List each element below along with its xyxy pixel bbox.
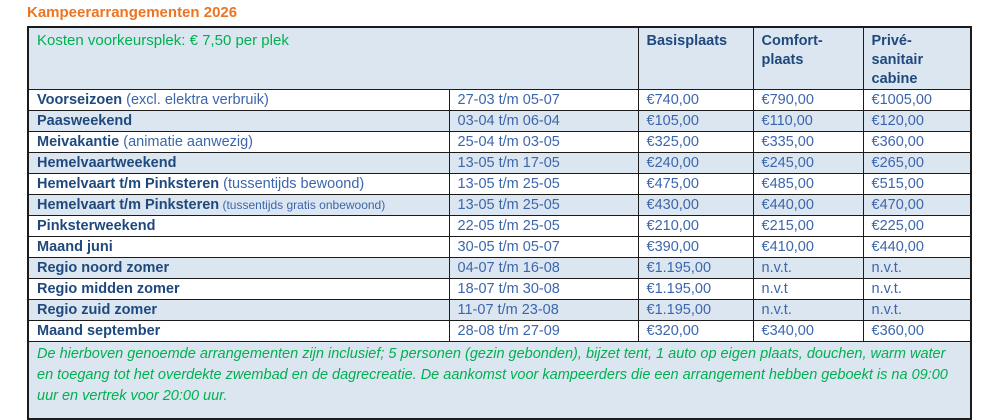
table-row bbox=[28, 321, 971, 342]
arrangement-name: Hemelvaart t/m Pinksteren bbox=[37, 176, 220, 192]
arrangement-note: (tussentijds gratis onbewoond) bbox=[219, 198, 386, 212]
preferred-spot-cost-note: Kosten voorkeursplek: € 7,50 per plek bbox=[28, 27, 638, 90]
period-cell: 13-05 t/m 17-05 bbox=[449, 153, 638, 174]
comfortplaats-price-cell: €440,00 bbox=[753, 195, 863, 216]
prive-sanitair-price-cell: n.v.t. bbox=[863, 258, 971, 279]
prive-sanitair-price-cell: €360,00 bbox=[863, 132, 971, 153]
prive-sanitair-price-cell: n.v.t. bbox=[863, 279, 971, 300]
table-header-row bbox=[28, 27, 971, 90]
period-cell: 04-07 t/m 16-08 bbox=[449, 258, 638, 279]
arrangement-name: Hemelvaart t/m Pinksteren bbox=[37, 197, 220, 213]
prive-sanitair-price-cell: €440,00 bbox=[863, 237, 971, 258]
arrangement-cell bbox=[28, 90, 449, 111]
arrangement-name: Pinksterweekend bbox=[37, 218, 156, 234]
period-cell: 03-04 t/m 06-04 bbox=[449, 111, 638, 132]
period-cell: 13-05 t/m 25-05 bbox=[449, 174, 638, 195]
arrangement-name: Voorseizoen bbox=[37, 92, 123, 108]
price-table bbox=[27, 26, 972, 420]
comfortplaats-price-cell: n.v.t bbox=[753, 279, 863, 300]
arrangement-cell bbox=[28, 237, 449, 258]
basisplaats-price-cell: €1.195,00 bbox=[638, 279, 753, 300]
table-row bbox=[28, 132, 971, 153]
table-row bbox=[28, 111, 971, 132]
arrangement-name: Hemelvaartweekend bbox=[37, 155, 177, 171]
table-row bbox=[28, 174, 971, 195]
column-header-prive-sanitair: Privé-sanitair cabine bbox=[863, 27, 971, 90]
arrangement-note: (excl. elektra verbruik) bbox=[122, 92, 269, 108]
basisplaats-price-cell: €1.195,00 bbox=[638, 300, 753, 321]
arrangement-note: (tussentijds bewoond) bbox=[219, 176, 365, 192]
arrangement-cell bbox=[28, 174, 449, 195]
comfortplaats-price-cell: n.v.t. bbox=[753, 300, 863, 321]
comfortplaats-price-cell: €410,00 bbox=[753, 237, 863, 258]
page-title: Kampeerarrangementen 2026 bbox=[27, 4, 238, 21]
table-row bbox=[28, 300, 971, 321]
basisplaats-price-cell: €105,00 bbox=[638, 111, 753, 132]
arrangement-cell bbox=[28, 195, 449, 216]
comfortplaats-price-cell: €110,00 bbox=[753, 111, 863, 132]
arrangement-cell bbox=[28, 321, 449, 342]
table-body bbox=[28, 27, 971, 342]
period-cell: 18-07 t/m 30-08 bbox=[449, 279, 638, 300]
comfortplaats-price-cell: €485,00 bbox=[753, 174, 863, 195]
arrangement-name: Regio noord zomer bbox=[37, 260, 170, 276]
arrangement-cell bbox=[28, 153, 449, 174]
basisplaats-price-cell: €320,00 bbox=[638, 321, 753, 342]
table-row bbox=[28, 195, 971, 216]
period-cell: 13-05 t/m 25-05 bbox=[449, 195, 638, 216]
arrangement-name: Paasweekend bbox=[37, 113, 133, 129]
arrangement-name: Maand juni bbox=[37, 239, 113, 255]
period-cell: 25-04 t/m 03-05 bbox=[449, 132, 638, 153]
arrangement-cell bbox=[28, 258, 449, 279]
period-cell: 30-05 t/m 05-07 bbox=[449, 237, 638, 258]
period-cell: 22-05 t/m 25-05 bbox=[449, 216, 638, 237]
prive-sanitair-price-cell: €265,00 bbox=[863, 153, 971, 174]
arrangement-name: Meivakantie bbox=[37, 134, 120, 150]
basisplaats-price-cell: €210,00 bbox=[638, 216, 753, 237]
period-cell: 28-08 t/m 27-09 bbox=[449, 321, 638, 342]
arrangement-cell bbox=[28, 279, 449, 300]
basisplaats-price-cell: €475,00 bbox=[638, 174, 753, 195]
column-header-comfortplaats: Comfort-plaats bbox=[753, 27, 863, 90]
basisplaats-price-cell: €740,00 bbox=[638, 90, 753, 111]
comfortplaats-price-cell: €790,00 bbox=[753, 90, 863, 111]
comfortplaats-price-cell: €245,00 bbox=[753, 153, 863, 174]
prive-sanitair-price-cell: €515,00 bbox=[863, 174, 971, 195]
basisplaats-price-cell: €325,00 bbox=[638, 132, 753, 153]
prive-sanitair-price-cell: €120,00 bbox=[863, 111, 971, 132]
basisplaats-price-cell: €390,00 bbox=[638, 237, 753, 258]
arrangement-name: Regio midden zomer bbox=[37, 281, 180, 297]
arrangement-cell bbox=[28, 216, 449, 237]
inclusive-conditions-note: De hierboven genoemde arrangementen zijn inclusief; 5 personen (gezin gebonden), bijzet tent, 1 auto op eigen plaats, douchen, warm water en toegang tot het overdekte zwembad en de dagrecreatie. De aankomst voor kampeerders die een arrangement hebben geboekt is na 09:00 uur en vertrek voor 20:00 uur. bbox=[28, 342, 971, 420]
basisplaats-price-cell: €430,00 bbox=[638, 195, 753, 216]
table-row bbox=[28, 216, 971, 237]
prive-sanitair-price-cell: €470,00 bbox=[863, 195, 971, 216]
arrangement-cell bbox=[28, 132, 449, 153]
prive-sanitair-price-cell: €225,00 bbox=[863, 216, 971, 237]
basisplaats-price-cell: €240,00 bbox=[638, 153, 753, 174]
column-header-basisplaats: Basisplaats bbox=[638, 27, 753, 90]
prive-sanitair-price-cell: €360,00 bbox=[863, 321, 971, 342]
arrangement-cell bbox=[28, 300, 449, 321]
table-row bbox=[28, 258, 971, 279]
table-row bbox=[28, 153, 971, 174]
comfortplaats-price-cell: €215,00 bbox=[753, 216, 863, 237]
table-row bbox=[28, 237, 971, 258]
table-row bbox=[28, 90, 971, 111]
comfortplaats-price-cell: n.v.t. bbox=[753, 258, 863, 279]
period-cell: 27-03 t/m 05-07 bbox=[449, 90, 638, 111]
arrangement-cell bbox=[28, 111, 449, 132]
comfortplaats-price-cell: €340,00 bbox=[753, 321, 863, 342]
table-footer-row bbox=[28, 342, 971, 420]
arrangement-name: Maand september bbox=[37, 323, 161, 339]
comfortplaats-price-cell: €335,00 bbox=[753, 132, 863, 153]
basisplaats-price-cell: €1.195,00 bbox=[638, 258, 753, 279]
arrangement-note: (animatie aanwezig) bbox=[119, 134, 254, 150]
table-row bbox=[28, 279, 971, 300]
prive-sanitair-price-cell: n.v.t. bbox=[863, 300, 971, 321]
prive-sanitair-price-cell: €1005,00 bbox=[863, 90, 971, 111]
period-cell: 11-07 t/m 23-08 bbox=[449, 300, 638, 321]
arrangement-name: Regio zuid zomer bbox=[37, 302, 158, 318]
